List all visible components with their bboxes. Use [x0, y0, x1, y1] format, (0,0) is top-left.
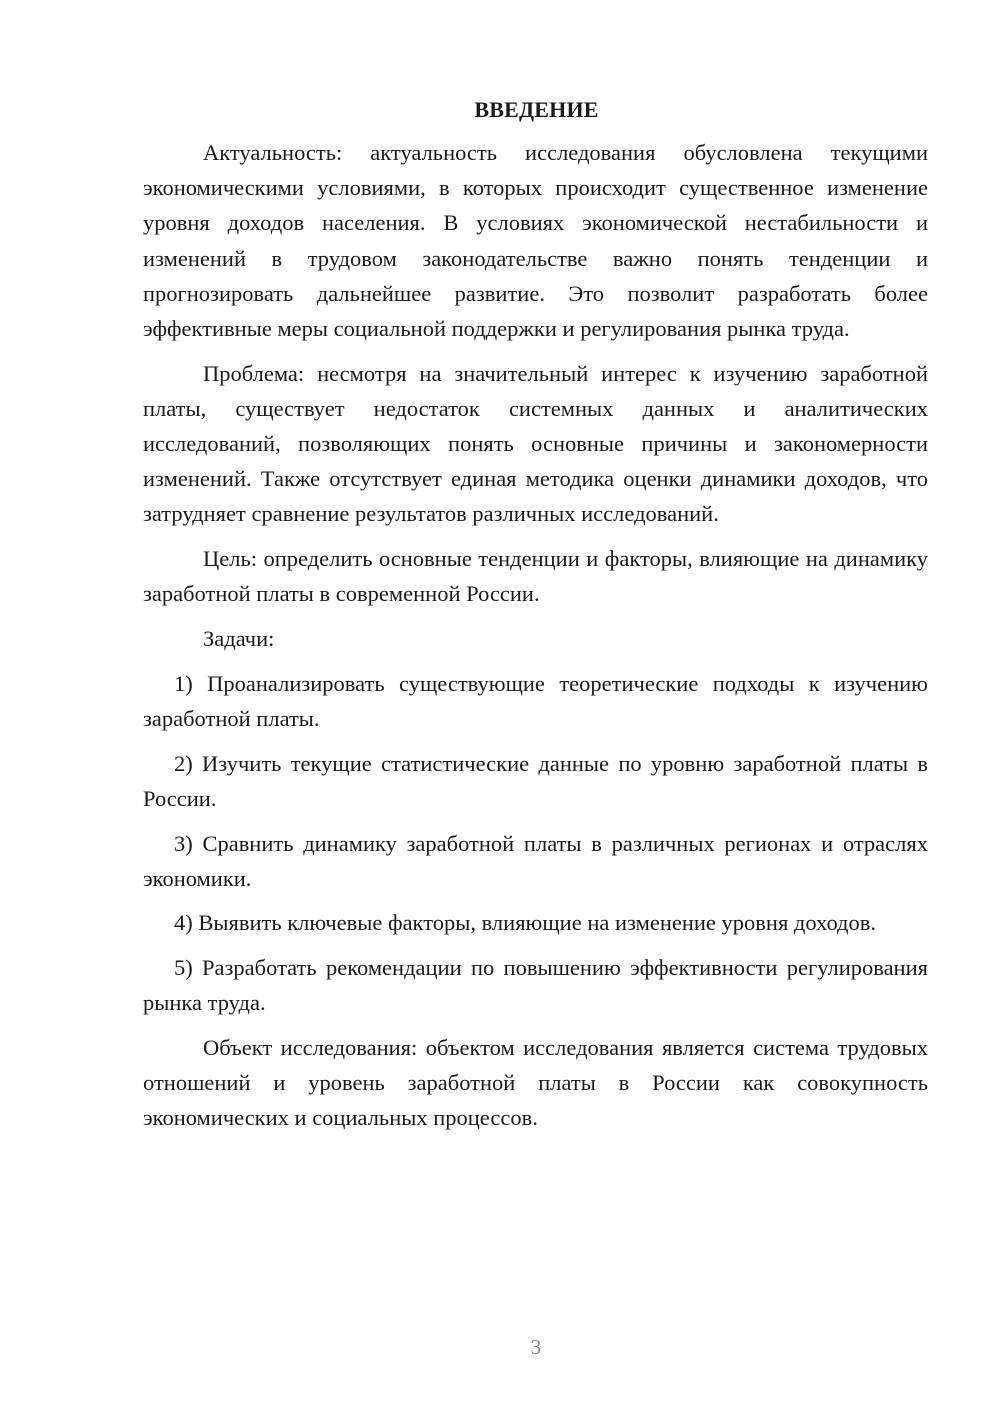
- page-number: 3: [530, 1335, 542, 1359]
- page-content: [143, 95, 928, 1145]
- task-item-4: 4) Выявить ключевые факторы, влияющие на изменение уровня доходов.: [174, 910, 877, 936]
- problem-paragraph: Проблема: несмотря на значительный интерес к изучению заработной платы, существует недостаток системных данных и аналитических исследований, позволяющих понять основные причины и закономерности изменений. Также отсутствует единая методика оценки динамики доходов, что затрудняет сравнение результатов различных исследований.: [143, 360, 928, 527]
- task-item-3: 3) Сравнить динамику заработной платы в различных регионах и отраслях экономики.: [143, 830, 928, 891]
- task-item-5: 5) Разработать рекомендации по повышению эффективности регулирования рынка труда.: [143, 955, 928, 1016]
- relevance-paragraph: Актуальность: актуальность исследования обусловлена текущими экономическими условиями, в которых происходит существенное изменение уровня доходов населения. В условиях экономической нестабильности и изменений в трудовом законодательстве важно понять тенденции и прогнозировать дальнейшее развитие. Это позволит разработать более эффективные меры социальной поддержки и регулирования рынка труда.: [143, 140, 928, 342]
- task-item-1: 1) Проанализировать существующие теоретические подходы к изучению заработной платы.: [143, 671, 928, 732]
- task-item-2: 2) Изучить текущие статистические данные по уровню заработной платы в России.: [143, 750, 928, 812]
- section-title: ВВЕДЕНИЕ: [474, 97, 599, 122]
- goal-paragraph: Цель: определить основные тенденции и факторы, влияющие на динамику заработной платы в современной России.: [143, 546, 928, 607]
- object-paragraph: Объект исследования: объектом исследования является система трудовых отношений и уровень заработной платы в России как совокупность экономических и социальных процессов.: [143, 1034, 928, 1131]
- tasks-heading: Задачи:: [203, 625, 275, 651]
